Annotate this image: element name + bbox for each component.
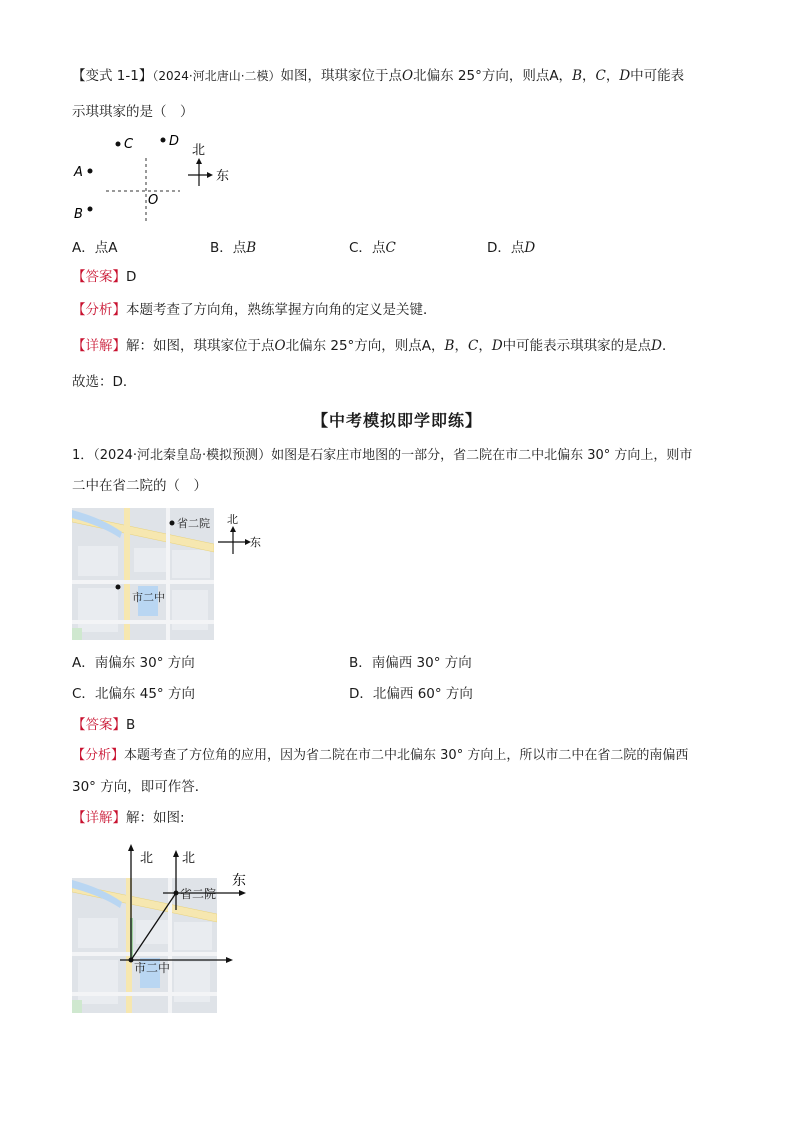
compass-1 [214, 510, 264, 560]
variant-text-1: 如图，琪琪家位于点 [280, 68, 403, 84]
variant-analysis: 【分析】本题考查了方向角，熟练掌握方向角的定义是关键． [72, 302, 437, 318]
north-label: 北 [192, 143, 206, 158]
point-C [116, 142, 121, 147]
variant-option-a: A．点A [72, 240, 118, 256]
variant-option-c: C．点C [349, 240, 396, 256]
school-label: 市二中 [134, 961, 171, 975]
variant-source: （2024·河北唐山·二模） [152, 69, 281, 83]
solution-figure [100, 835, 260, 985]
north-label-1: 北 [140, 851, 154, 866]
school-dot [116, 585, 121, 590]
hospital-dot [174, 891, 179, 896]
hospital-dot [170, 521, 175, 526]
var-D: D [619, 68, 631, 84]
variant-option-b: B．点B [210, 240, 257, 256]
point-D [161, 138, 166, 143]
map-graphic-1 [72, 508, 214, 640]
variant-text-2: 北偏东 25°方向，则点A， [413, 68, 573, 84]
east-label: 东 [250, 536, 261, 549]
label-B: B [74, 207, 83, 222]
points-figure [68, 128, 248, 228]
north-arrow-head [196, 158, 202, 164]
point-B [88, 207, 93, 212]
q1-option-b: B．南偏西 30° 方向 [349, 655, 472, 671]
point-A [88, 169, 93, 174]
east-label: 东 [232, 873, 246, 889]
school-dot [129, 958, 134, 963]
q1-analysis-line-2: 30° 方向，即可作答． [72, 779, 209, 795]
q1-answer: 【答案】B [72, 717, 136, 733]
variant-detail: 【详解】解：如图，琪琪家位于点O北偏东 25°方向，则点A，B，C，D中可能表示琪琪家的是点D． [72, 338, 676, 354]
q1-option-a: A．南偏东 30° 方向 [72, 655, 195, 671]
var-C: C [595, 68, 606, 84]
school-label: 市二中 [132, 591, 165, 604]
q1-detail: 【详解】解：如图: [72, 810, 185, 826]
variant-tag: 【变式 1-1】 [72, 68, 153, 84]
variant-text-3: 中可能表 [630, 68, 685, 84]
north-arrow-head [230, 526, 236, 532]
q1-line-1: 1．（2024·河北秦皇岛·模拟预测）如图是石家庄市地图的一部分，省二院在市二中北偏东 30° 方向上，则市 [72, 448, 693, 463]
variant-answer: 【答案】D [72, 269, 137, 285]
label-O: O [148, 193, 159, 208]
north-label-2: 北 [182, 851, 196, 866]
q1-option-d: D．北偏西 60° 方向 [349, 686, 473, 702]
section-title: 【中考模拟即学即练】 [311, 411, 482, 430]
variant-question-line-1: 【变式 1-1】（2024·河北唐山·二模）如图，琪琪家位于点O北偏东 25°方向，则点A，B，C，D中可能表 [72, 68, 685, 84]
q1-analysis-line-1: 【分析】本题考查了方位角的应用，因为省二院在市二中北偏东 30° 方向上，所以市二中在省二院的南偏西 [72, 748, 689, 763]
label-A: A [74, 165, 83, 180]
variant-option-d: D．点D [487, 240, 536, 256]
city-map-1 [72, 508, 214, 640]
school-hospital-line [131, 893, 176, 960]
hospital-label: 省二院 [180, 887, 217, 901]
label-D: D [169, 134, 180, 149]
var-O: O [402, 68, 414, 84]
var-B: B [572, 68, 582, 84]
q1-line-2: 二中在省二院的（ ） [72, 478, 207, 494]
east-arrow-head [207, 172, 213, 178]
east-label: 东 [216, 169, 230, 184]
hospital-label: 省二院 [177, 517, 210, 530]
q1-option-c: C．北偏东 45° 方向 [72, 686, 195, 702]
variant-choice: 故选：D． [72, 374, 137, 390]
north-label: 北 [227, 513, 238, 526]
label-C: C [124, 137, 134, 152]
variant-question-line-2: 示琪琪家的是（ ） [72, 104, 194, 120]
